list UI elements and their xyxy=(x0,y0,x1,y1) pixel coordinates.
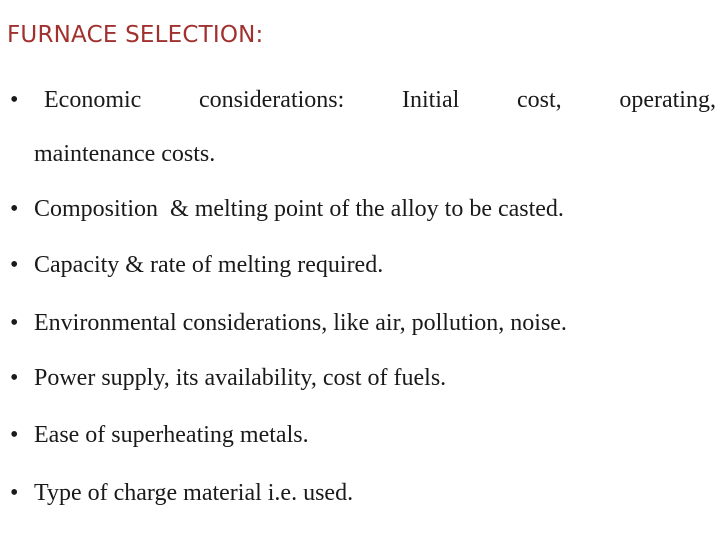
bullet-marker: • xyxy=(10,310,19,336)
bullet-marker: • xyxy=(10,196,19,222)
bullet-text: Power supply, its availability, cost of fuels. xyxy=(34,365,447,391)
bullet-word: cost, xyxy=(516,87,562,113)
bullet-text: Composition & melting point of the alloy to be casted. xyxy=(34,196,564,222)
bullet-word: Economic xyxy=(44,87,142,113)
bullet-text: Type of charge material i.e. used. xyxy=(34,480,354,506)
bullet-item-environmental xyxy=(10,309,567,337)
bullet-item-superheating xyxy=(10,421,309,449)
bullet-item-composition xyxy=(10,195,564,223)
bullet-text: Environmental considerations, like air, pollution, noise. xyxy=(34,310,567,336)
bullet-item-charge-material xyxy=(10,479,353,507)
slide-title: FURNACE SELECTION: xyxy=(7,22,264,48)
bullet-marker: • xyxy=(10,87,19,113)
bullet-word: Initial xyxy=(401,87,460,113)
bullet-marker: • xyxy=(10,422,19,448)
bullet-continuation: maintenance costs. xyxy=(34,141,216,167)
bullet-text: Ease of superheating metals. xyxy=(34,422,309,448)
bullet-item-economic xyxy=(10,86,716,114)
bullet-word: considerations: xyxy=(198,87,345,113)
bullet-item-capacity xyxy=(10,251,383,279)
bullet-marker: • xyxy=(10,252,19,278)
bullet-marker: • xyxy=(10,480,19,506)
bullet-text: Capacity & rate of melting required. xyxy=(34,252,384,278)
bullet-marker: • xyxy=(10,365,19,391)
bullet-item-power-supply xyxy=(10,364,446,392)
bullet-line xyxy=(44,86,716,114)
bullet-word: operating, xyxy=(619,87,716,113)
